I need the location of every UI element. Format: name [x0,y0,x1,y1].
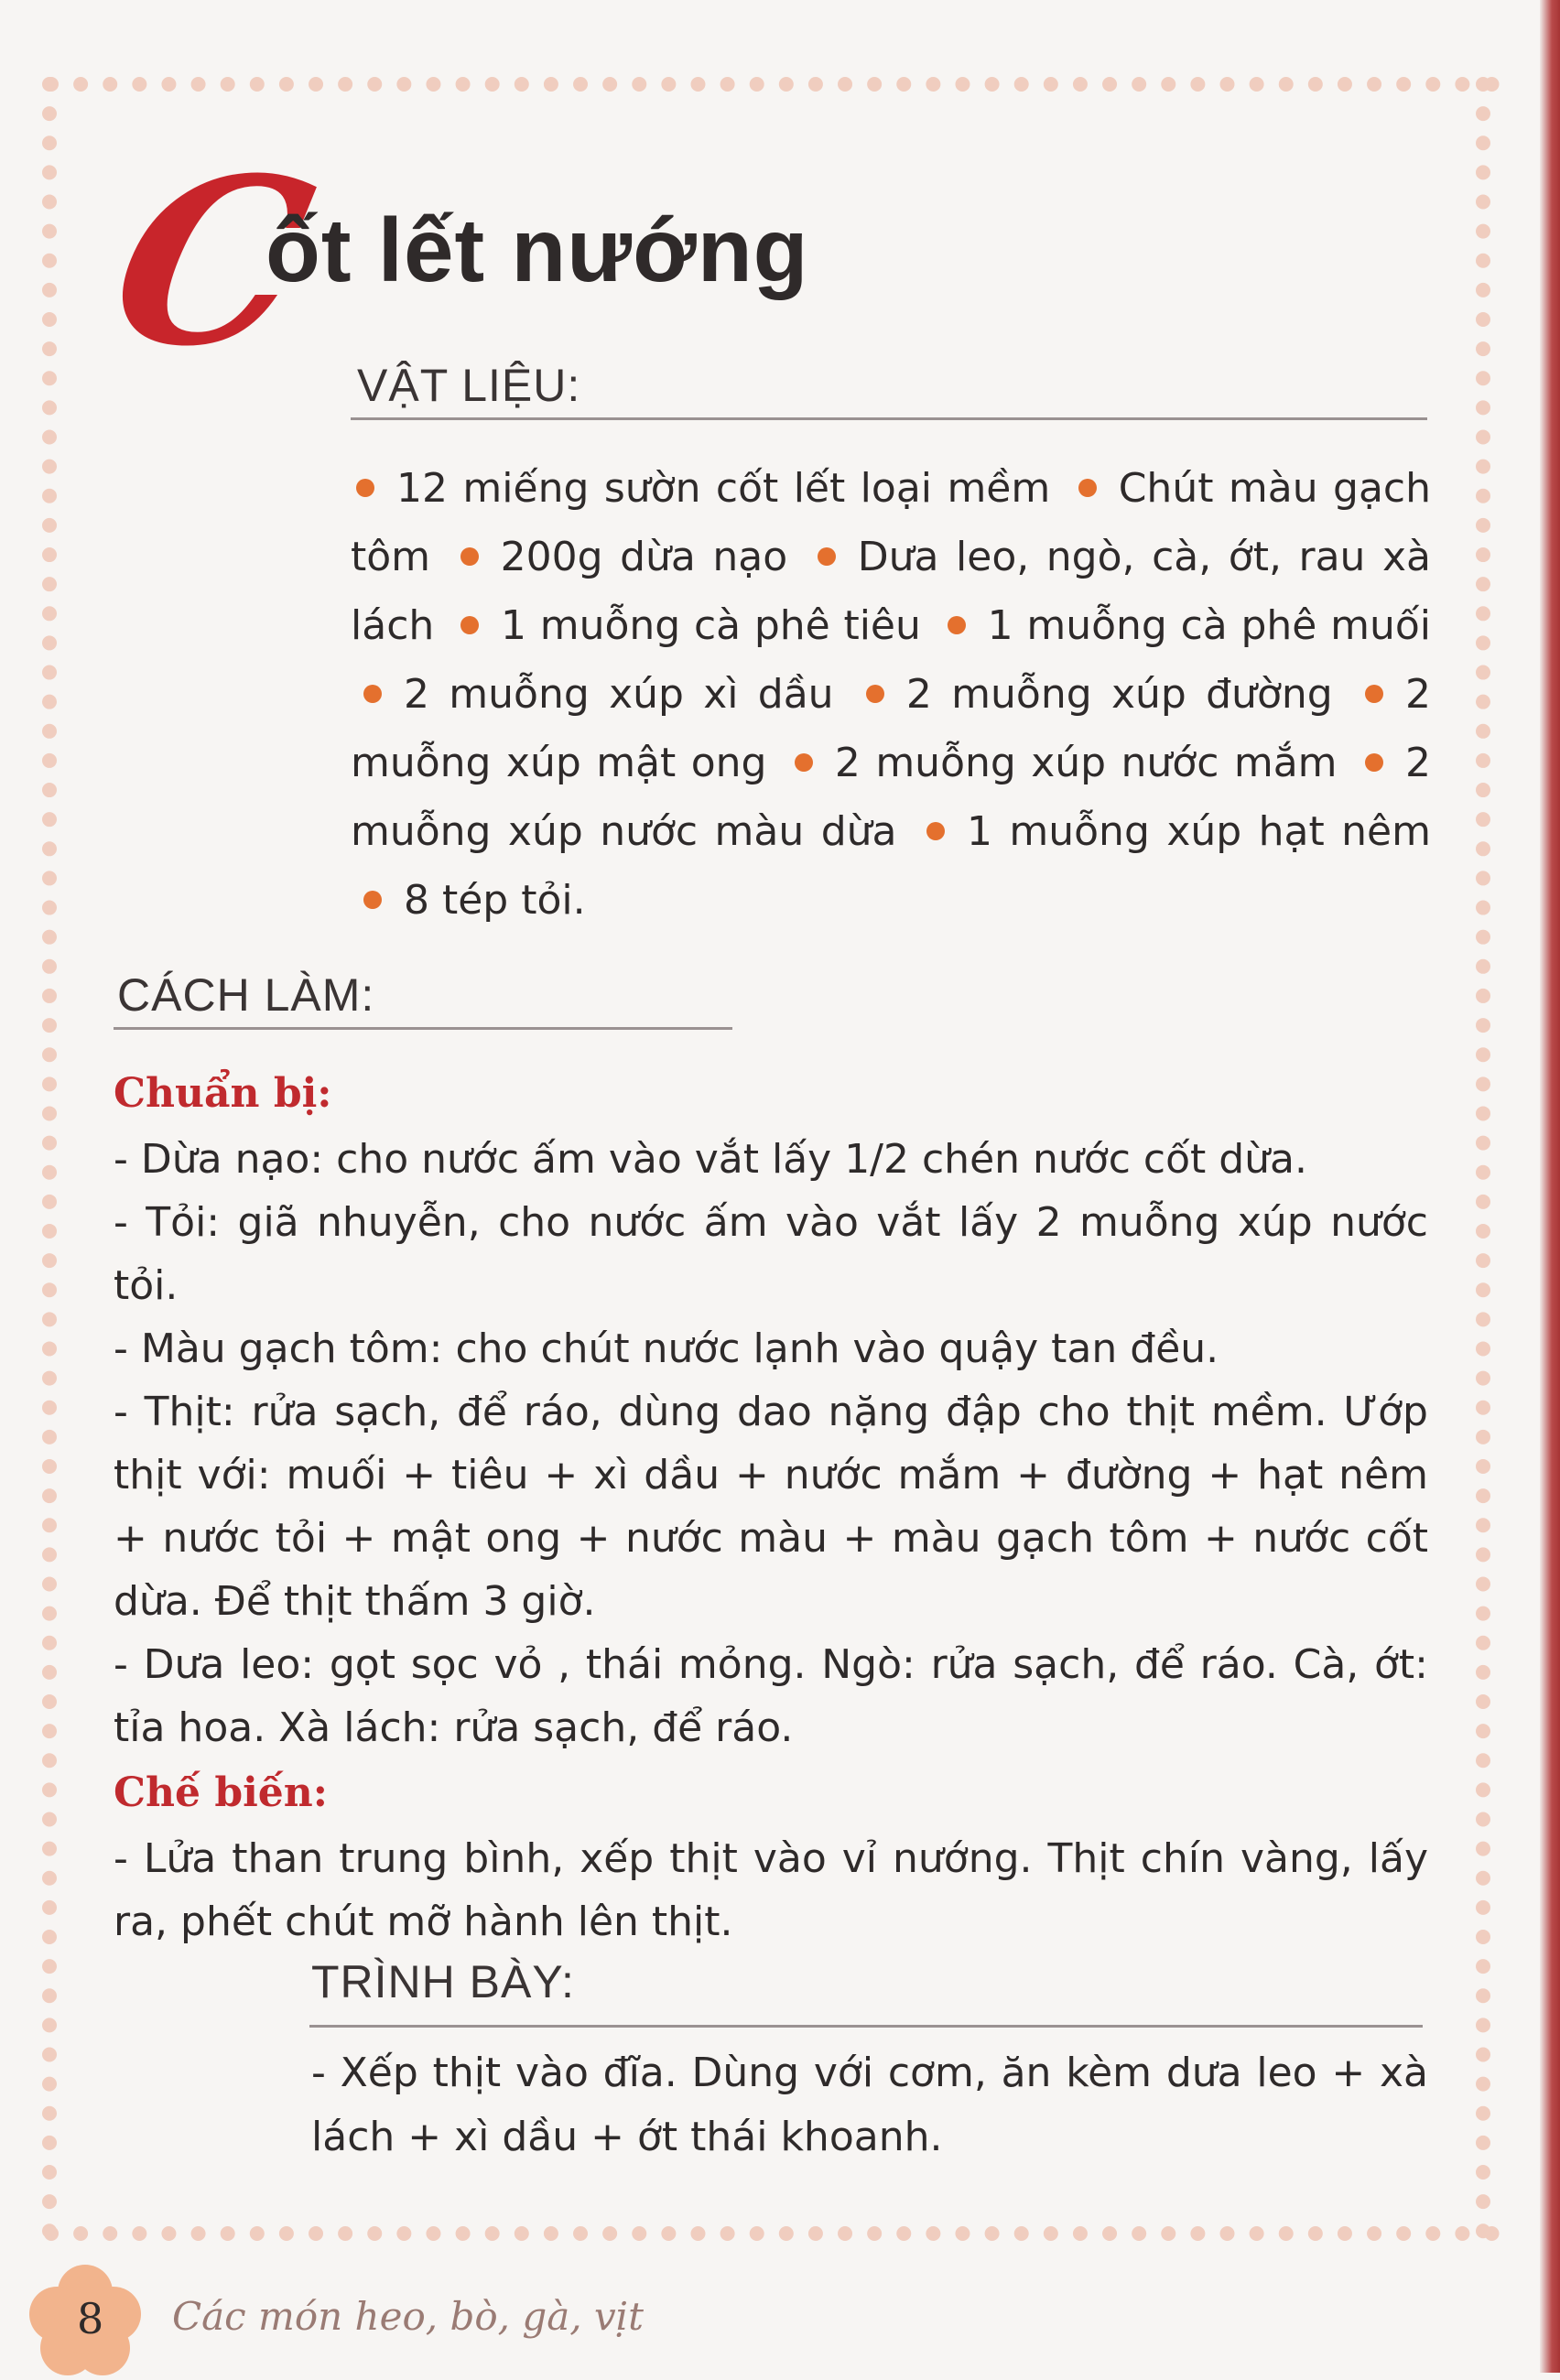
page-edge-shadow [1540,0,1560,2373]
ingredient-item: Chút màu gạch tôm [351,465,1432,580]
method-rule [114,1027,732,1030]
method-heading: CÁCH LÀM: [117,969,375,1021]
bullet-icon [460,547,479,566]
presentation-heading: TRÌNH BÀY: [311,1956,575,2007]
ingredient-item: 12 miếng sườn cốt lết loại mềm [396,465,1051,512]
ingredients-rule [351,417,1427,420]
bullet-icon [866,685,884,703]
page-number: 8 [77,2294,104,2343]
bullet-icon [363,891,382,909]
ingredient-item: 1 muỗng xúp hạt nêm [966,808,1431,855]
bullet-icon [460,616,479,634]
prep-step: - Dưa leo: gọt sọc vỏ , thái mỏng. Ngò: rửa sạch, để ráo. Cà, ớt: tỉa hoa. Xà lách: rửa sạch, để ráo. [114,1641,1428,1751]
cook-heading: Chế biến: [114,1769,329,1816]
dotted-border-top [44,77,1500,92]
bullet-icon [363,685,382,703]
dotted-border-bottom [44,2226,1500,2241]
ingredient-item: Dưa leo, ngò, cà, ớt, rau xà lách [351,534,1431,649]
book-title: Các món heo, bò, gà, vịt [172,2294,644,2339]
title-text: ốt lết nướng [265,200,809,300]
bullet-icon [795,753,813,772]
dotted-border-left [42,77,57,2239]
ingredients-list [351,454,1431,935]
ingredient-item: 2 muỗng xúp đường [905,671,1333,718]
ingredient-item: 8 tép tỏi. [404,877,586,924]
bullet-icon [1365,753,1383,772]
prep-heading: Chuẩn bị: [114,1070,332,1117]
ingredient-item: 2 muỗng xúp xì dầu [404,671,834,718]
method-section [114,1060,1428,1953]
ingredient-item: 1 muỗng cà phê tiêu [501,602,921,649]
bullet-icon [926,822,945,840]
bullet-icon [1365,685,1383,703]
bullet-icon [356,479,374,497]
prep-step: - Thịt: rửa sạch, để ráo, dùng dao nặng đập cho thịt mềm. Ướp thịt với: muối + tiêu + xì dầu + nước mắm + đường + hạt nêm + nước tỏi + mật ong + nước màu + màu gạch tôm + nước cốt dừa. Để thịt thấm 3 giờ. [114,1389,1428,1625]
dotted-border-right [1476,77,1490,2239]
bullet-icon [818,547,836,566]
prep-step: - Tỏi: giã nhuyễn, cho nước ấm vào vắt lấy 2 muỗng xúp nước tỏi. [114,1199,1428,1309]
prep-step: - Dừa nạo: cho nước ấm vào vắt lấy 1/2 chén nước cốt dừa. [114,1136,1307,1183]
cook-step: - Lửa than trung bình, xếp thịt vào vỉ nướng. Thịt chín vàng, lấy ra, phết chút mỡ hành lên thịt. [114,1835,1428,1945]
ingredient-item: 200g dừa nạo [500,534,788,580]
ingredient-item: 1 muỗng cà phê muối [987,602,1431,649]
bullet-icon [948,616,966,634]
ingredient-item: 2 muỗng xúp mật ong [351,671,1431,786]
ingredient-item: 2 muỗng xúp nước màu dừa [351,740,1431,855]
presentation-text: - Xếp thịt vào đĩa. Dùng với cơm, ăn kèm dưa leo + xà lách + xì dầu + ớt thái khoanh. [311,2050,1428,2160]
ingredients-heading: VẬT LIỆU: [357,360,581,411]
presentation-rule [309,2025,1423,2028]
prep-step: - Màu gạch tôm: cho chút nước lạnh vào quậy tan đều. [114,1325,1219,1372]
title-initial: C [92,127,332,396]
bullet-icon [1078,479,1097,497]
ingredient-item: 2 muỗng xúp nước mắm [834,740,1338,786]
